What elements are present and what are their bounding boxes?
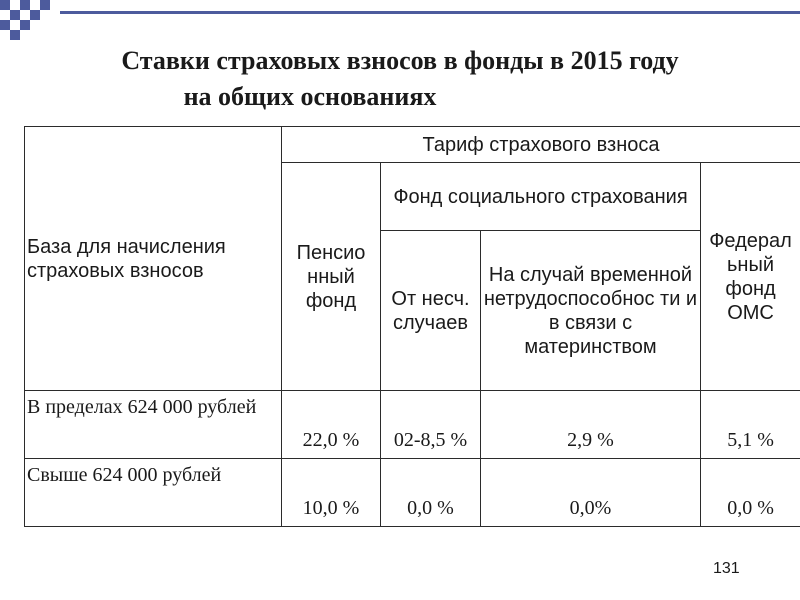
header-rule [60,11,800,14]
disability-header: На случай временной нетрудоспособнос ти и в связи с материнством [481,231,701,391]
page-number: 131 [713,560,740,577]
table-row [25,459,800,527]
base-header: База для начисления страховых взносов [25,127,282,391]
page-title-line2: на общих основаниях [183,82,437,111]
row-pension: 22,0 % [282,391,381,459]
row-oms: 0,0 % [701,459,800,527]
row-accident: 0,0 % [381,459,481,527]
row-accident: 02-8,5 % [381,391,481,459]
accident-header: От несч. случаев [381,231,481,391]
row-oms: 5,1 % [701,391,800,459]
row-disability: 0,0% [481,459,701,527]
tariff-header: Тариф страхового взноса [282,127,800,163]
page-title-line1: Ставки страховых взносов в фонды в 2015 году [121,46,679,75]
row-pension: 10,0 % [282,459,381,527]
pension-fund-header: Пенсио нный фонд [282,163,381,391]
row-disability: 2,9 % [481,391,701,459]
table-row [25,391,800,459]
row-base: Свыше 624 000 рублей [25,459,282,527]
row-base: В пределах 624 000 рублей [25,391,282,459]
rates-table [24,126,800,527]
oms-header: Федерал ьный фонд ОМС [701,163,800,391]
corner-checker-decoration [0,0,60,40]
fss-header: Фонд социального страхования [381,163,701,231]
